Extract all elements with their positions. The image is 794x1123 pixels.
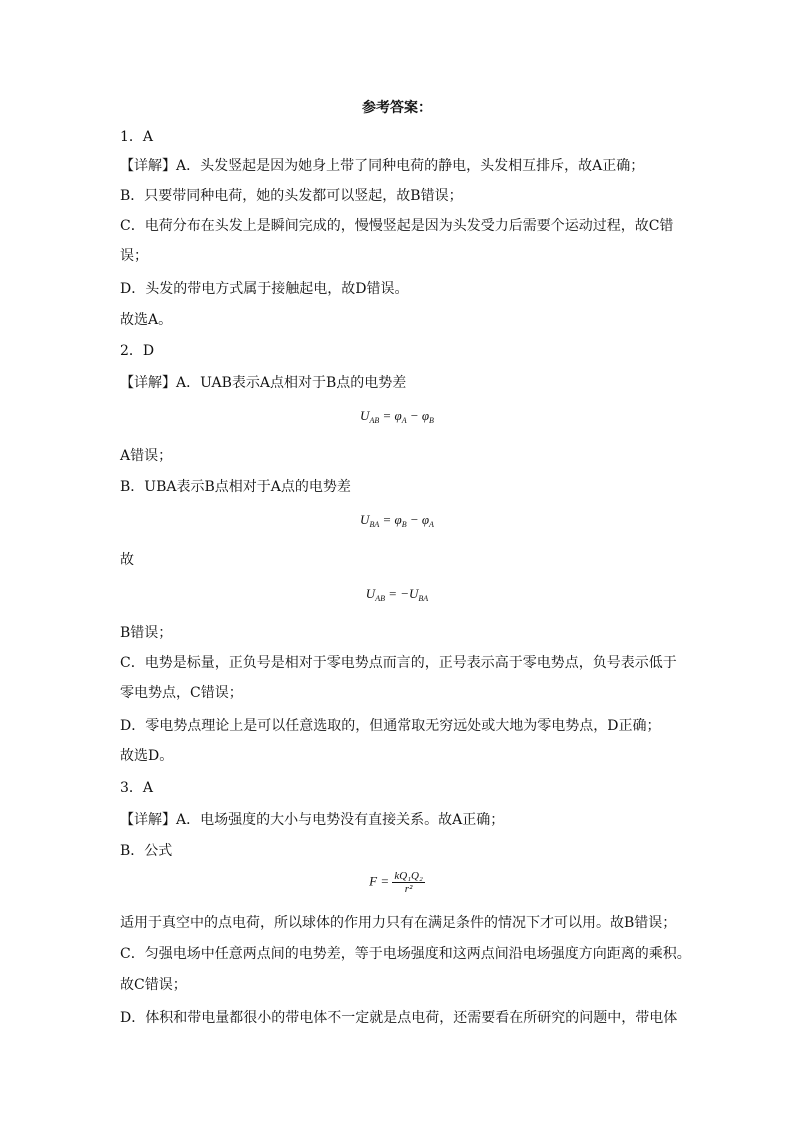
text-line: 故选A。 bbox=[120, 312, 173, 328]
text-line: D．头发的带电方式属于接触起电，故D错误。 bbox=[120, 281, 409, 297]
formula-uab-equals-neg-uba: $U_{AB} = -U_{BA}$ bbox=[365, 586, 429, 603]
text-line: C．电荷分布在头发上是瞬间完成的，慢慢竖起是因为头发受力后需要个运动过程，故C错 bbox=[120, 218, 674, 234]
formula-uab: $U_{AB} = \varphi_A - \varphi_B$ bbox=[360, 408, 434, 425]
fraction: $\frac{\text{kQ₁Q₂}}{\text{r²}}$ bbox=[394, 870, 423, 895]
text-line: 故选D。 bbox=[120, 748, 174, 764]
text-line: C．匀强电场中任意两点间的电势差，等于电场强度和这两点间沿电场强度方向距离的乘积。 bbox=[120, 946, 691, 962]
text-line: 【详解】A．头发竖起是因为她身上带了同种电荷的静电，头发相互排斥，故A正确； bbox=[120, 158, 645, 174]
text-line: 3．A bbox=[120, 780, 154, 796]
text-line: A错误； bbox=[120, 448, 173, 464]
formula-coulomb: F = $\frac{\text{kQ₁Q₂}}{\text{r²}}$ bbox=[369, 870, 423, 895]
text-line: B．公式 bbox=[120, 843, 173, 859]
formula-uba: $U_{BA} = \varphi_B - \varphi_A$ bbox=[360, 512, 434, 529]
text-line: C．电势是标量，正负号是相对于零电势点而言的，正号表示高于零电势点，负号表示低于 bbox=[120, 655, 677, 671]
text-line: 适用于真空中的点电荷，所以球体的作用力只有在满足条件的情况下才可以用。故B错误； bbox=[120, 915, 677, 931]
text-line: 2．D bbox=[120, 343, 155, 359]
text-line: 故 bbox=[120, 552, 134, 568]
text-line: D．体积和带电量都很小的带电体不一定就是点电荷，还需要看在所研究的问题中，带电体 bbox=[120, 1010, 678, 1026]
text-line: B．UBA表示B点相对于A点的电势差 bbox=[120, 479, 351, 495]
text-line: B．只要带同种电荷，她的头发都可以竖起，故B错误； bbox=[120, 188, 463, 204]
text-line: 1．A bbox=[120, 129, 154, 145]
text-line: 误； bbox=[120, 248, 148, 264]
text-line: 故C错误； bbox=[120, 977, 187, 993]
text-line: 【详解】A．UAB表示A点相对于B点的电势差 bbox=[120, 375, 407, 391]
page-title: 参考答案： bbox=[362, 100, 432, 116]
text-line: 【详解】A．电场强度的大小与电势没有直接关系。故A正确； bbox=[120, 812, 505, 828]
text-line: D．零电势点理论上是可以任意选取的，但通常取无穷远处或大地为零电势点，D正确； bbox=[120, 718, 661, 734]
text-line: B错误； bbox=[120, 625, 173, 641]
text-line: 零电势点，C错误； bbox=[120, 685, 243, 701]
